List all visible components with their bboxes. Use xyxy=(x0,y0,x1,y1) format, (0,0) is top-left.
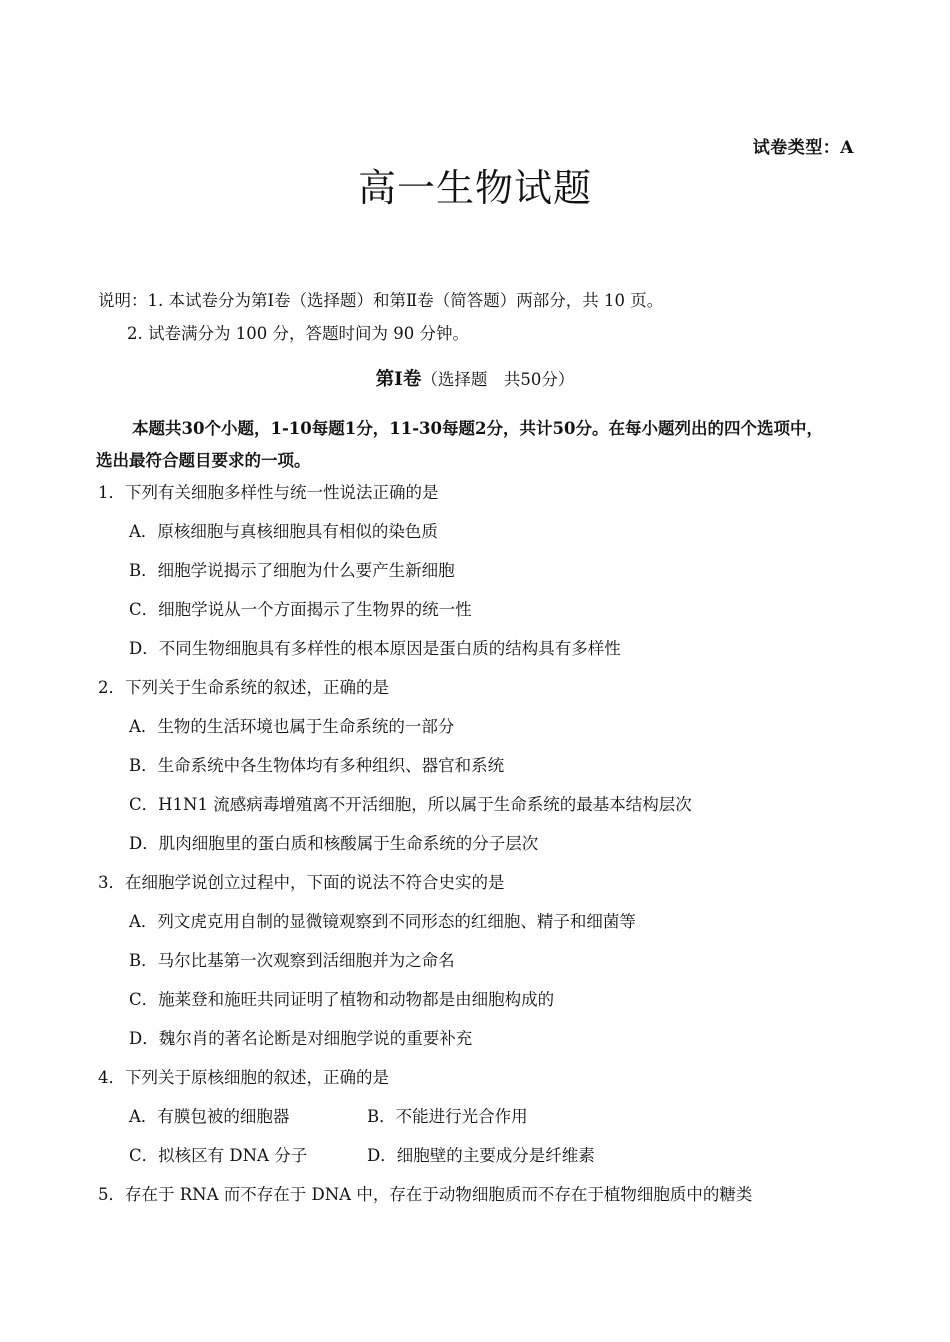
question-option: C．H1N1 流感病毒增殖离不开活细胞，所以属于生命系统的最基本结构层次 xyxy=(129,795,692,814)
question-stem: 5．存在于 RNA 而不存在于 DNA 中，存在于动物细胞质而不存在于植物细胞质中的糖类 xyxy=(98,1185,753,1204)
question-5 xyxy=(98,1180,898,1219)
question-option: A．生物的生活环境也属于生命系统的一部分 xyxy=(129,717,455,736)
question-option: C．施莱登和施旺共同证明了植物和动物都是由细胞构成的 xyxy=(129,990,555,1009)
question-option: C．拟核区有 DNA 分子 xyxy=(129,1146,308,1165)
question-option: D．细胞壁的主要成分是纤维素 xyxy=(367,1146,595,1165)
question-option: D．不同生物细胞具有多样性的根本原因是蛋白质的结构具有多样性 xyxy=(129,639,621,658)
question-option-row xyxy=(98,1102,898,1141)
page-title: 高一生物试题 xyxy=(357,166,592,210)
question-1 xyxy=(98,478,898,673)
section-header xyxy=(0,366,950,394)
question-option: B．生命系统中各生物体均有多种组织、器官和系统 xyxy=(129,756,505,775)
question-option: B．细胞学说揭示了细胞为什么要产生新细胞 xyxy=(129,561,455,580)
question-option: D．肌肉细胞里的蛋白质和核酸属于生命系统的分子层次 xyxy=(129,834,539,853)
question-option: B．不能进行光合作用 xyxy=(367,1107,528,1126)
question-option-row xyxy=(98,1141,898,1180)
section-instructions xyxy=(96,413,886,477)
question-stem: 1．下列有关细胞多样性与统一性说法正确的是 xyxy=(98,483,439,502)
question-stem: 2．下列关于生命系统的叙述，正确的是 xyxy=(98,678,389,697)
section-subtitle: （选择题 共50分） xyxy=(421,370,575,389)
paper-type-label: 试卷类型：A xyxy=(752,138,854,158)
instructions-line-1: 本题共30个小题，1-10每题1分，11-30每题2分，共计50分。在每小题列出的四个选项中， xyxy=(132,419,823,438)
question-option: A．有膜包被的细胞器 xyxy=(129,1107,290,1126)
question-4 xyxy=(98,1063,898,1180)
question-stem: 4．下列关于原核细胞的叙述，正确的是 xyxy=(98,1068,389,1087)
instructions-line-2: 选出最符合题目要求的一项。 xyxy=(96,451,311,470)
question-option: D．魏尔肖的著名论断是对细胞学说的重要补充 xyxy=(129,1029,473,1048)
question-3 xyxy=(98,868,898,1063)
exam-notes xyxy=(98,284,663,350)
question-option: A．列文虎克用自制的显微镜观察到不同形态的红细胞、精子和细菌等 xyxy=(129,912,636,931)
question-option: A．原核细胞与真核细胞具有相似的染色质 xyxy=(129,522,438,541)
question-2 xyxy=(98,673,898,868)
question-option: B．马尔比基第一次观察到活细胞并为之命名 xyxy=(129,951,455,970)
question-option: C．细胞学说从一个方面揭示了生物界的统一性 xyxy=(129,600,472,619)
question-list xyxy=(98,478,898,1219)
question-stem: 3．在细胞学说创立过程中，下面的说法不符合史实的是 xyxy=(98,873,505,892)
note-line-2: 2. 试卷满分为 100 分，答题时间为 90 分钟。 xyxy=(127,324,469,343)
note-line-1: 说明：1. 本试卷分为第Ⅰ卷（选择题）和第Ⅱ卷（简答题）两部分，共 10 页。 xyxy=(98,291,664,310)
section-title: 第Ⅰ卷 xyxy=(375,369,422,390)
